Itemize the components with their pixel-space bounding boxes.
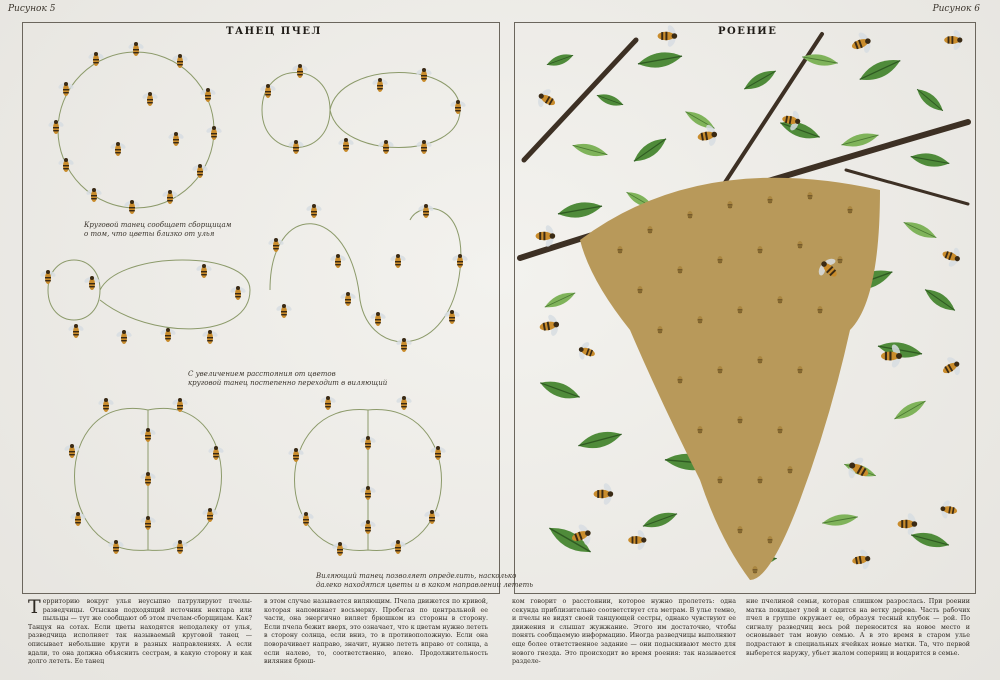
transition-dance-middle-left: [39, 260, 250, 344]
round-dance-bees: [47, 42, 222, 214]
caption-transition-dance: С увеличением расстояния от цветов круговой танец постепенно переходит в виляющий: [188, 370, 388, 387]
figure-label-right: Рисунок 6: [932, 4, 980, 14]
figure-eight-dance-top-right: [259, 64, 466, 154]
text-column-1: [28, 598, 252, 670]
caption-waggle-dance: Виляющий танец позволяет определить, насколько далеко находятся цветы и в каком направлении лететь: [316, 572, 534, 589]
round-dance-diagram: [47, 42, 222, 214]
figure-label-left: Рисунок 5: [8, 4, 56, 14]
transition-dance-middle-right: [267, 204, 468, 352]
right-page-title: РОЕНИЕ: [718, 26, 778, 37]
caption-round-dance: Круговой танец сообщает сборщицам о том, что цветы близко от улья: [84, 221, 232, 238]
text-column-4: ние пчелиной семьи, которая слишком разрослась. При роении матка покидает улей и садится на ветку дерева. Часть рабочих пчел в группе окружает ее, образуя тесный клубок — рой. По сигналу разведчиц весь рой переносится на новое место и основывает там новую семью. А в это время в старом улье подрастают в специальных ячейках новые матки. Та, что первой выберется наружу, убьет жалом соперниц и воцарится в семье.: [746, 598, 970, 657]
waggle-dance-bottom-left: [63, 398, 224, 554]
left-page-title: ТАНЕЦ ПЧЕЛ: [226, 26, 322, 37]
body-text-area: [28, 598, 972, 670]
drop-cap: Т: [28, 598, 41, 618]
text-column-1-body: ерриторию вокруг улья неусыпно патрулируют пчелы-разведчицы. Отыскав подходящий источник нектара или пыльцы — тут же сообщают об этом пчелам-сборщицам. Как? Танцуя на сотах. Если цветы находятся неподалеку от улья, разведчица исполняет так называемый круговой танец — описывает небольшие круги в разных направлениях. А если вдали, то она должна объяснить сестрам, в какую сторону и как долго лететь. Ее танец: [28, 598, 252, 666]
swarm-illustration: [520, 24, 968, 580]
text-column-2: в этом случае называется виляющим. Пчела движется по кривой, которая напоминает восьмерку. Пробегая по центральной ее части, она энергично виляет брюшком из стороны в сторону. Если пчела бежит вверх, это означает, что к цветам нужно лететь в сторону солнца, если вниз, то в противоположную. Если она поворачивает направо, значит, нужно лететь вправо от солнца, а если налево, то, соответственно, влево. Продолжительность виляния брюш-: [264, 598, 488, 666]
text-column-3: ком говорит о расстоянии, которое нужно пролететь: одна секунда приблизительно соответствует ста метрам. В улье темно, и пчелы не видят своей танцующей сестры, однако чувствуют ее движения и слышат жужжание. Этого им достаточно, чтобы понять сообщаемую информацию. Иногда разведчицы выполняют еще более ответственное задание — они подыскивают место для нового гнезда. Это происходит во время роения: так называется разделе-: [512, 598, 736, 666]
waggle-dance-bottom-right: [287, 396, 446, 556]
